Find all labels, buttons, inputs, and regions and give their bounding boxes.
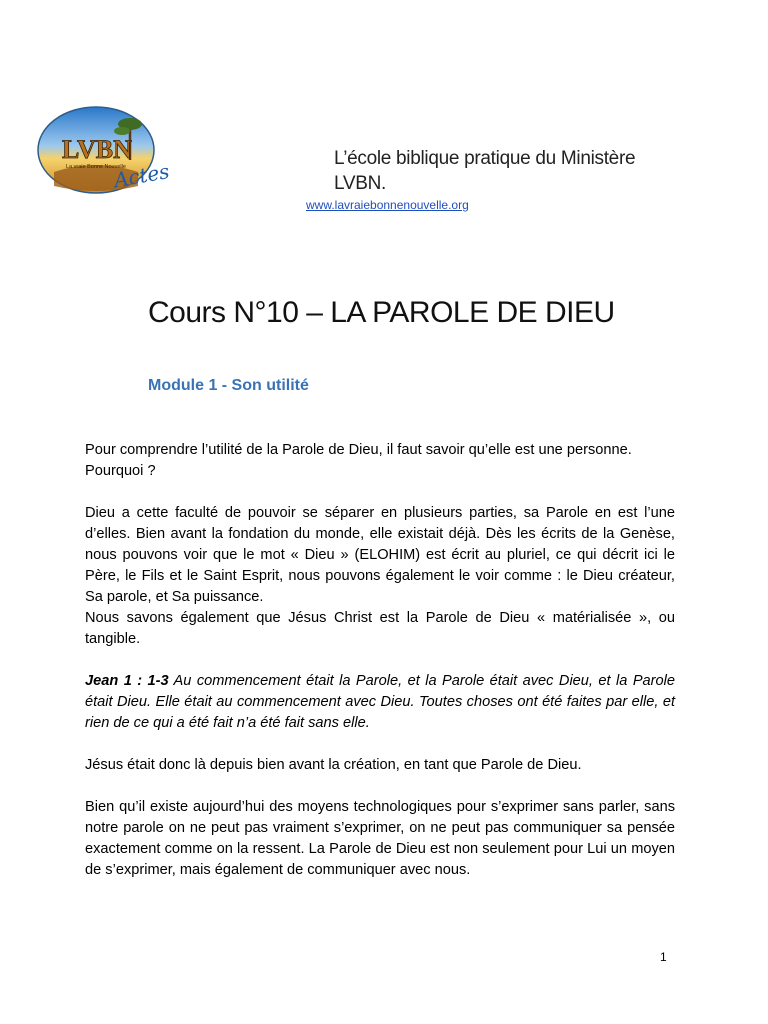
course-title: Cours N°10 – LA PAROLE DE DIEU (148, 296, 615, 329)
school-name-line-1: L’école biblique pratique du Ministère (334, 148, 636, 169)
module-heading: Module 1 - Son utilité (148, 377, 309, 394)
website-link[interactable]: www.lavraiebonnenouvelle.org (306, 198, 469, 212)
school-name-line-2: LVBN. (334, 173, 387, 194)
document-body (85, 440, 675, 902)
paragraph-communication: Bien qu’il existe aujourd’hui des moyens technologiques pour s’exprimer sans parler, sans notre parole on ne peut pas vraiment s’exprimer, on ne peut pas communiquer sa pensée exactement comme on la ressent. La Parole de Dieu est non seulement pour Lui un moyen de s’exprimer, mais également de communiquer avec nous. (85, 799, 675, 878)
page-number: 1 (660, 950, 667, 964)
logo-tagline-text: La vraie Bonne Nouvelle (66, 164, 126, 170)
logo-actes-text: Actes (112, 158, 172, 193)
verse-reference: Jean 1 : 1-3 (85, 673, 169, 689)
paragraph-faculty: Dieu a cette faculté de pouvoir se séparer en plusieurs parties, sa Parole en est l’une d’elles. Bien avant la fondation du monde, elle existait déjà. Dès les écrits de la Genèse, nous pouvons voir que le mot « Dieu » (ELOHIM) est écrit au pluriel, ce qui décrit ici le Père, le Fils et le Saint Esprit, nous pouvons également le voir comme : le Dieu créateur, Sa parole, et Sa puissance. (85, 505, 675, 605)
paragraph-creation: Jésus était donc là depuis bien avant la création, en tant que Parole de Dieu. (85, 757, 582, 773)
verse-text: Au commencement était la Parole, et la Parole était avec Dieu, et la Parole était Dieu. Elle était au commencement avec Dieu. Toutes choses ont été faites par elle, et rien de ce qui a été fait n’a été fait sans elle. (85, 673, 676, 731)
paragraph-question: Pourquoi ? (85, 463, 156, 479)
paragraph-jesus-word: Nous savons également que Jésus Christ est la Parole de Dieu « matérialisée », ou tangible. (85, 610, 675, 647)
school-name (334, 146, 635, 196)
bible-verse (85, 671, 675, 734)
logo-lvbn-text: LVBN (62, 135, 132, 164)
paragraph-intro: Pour comprendre l’utilité de la Parole de Dieu, il faut savoir qu’elle est une personne. (85, 442, 632, 458)
logo-graphic (34, 100, 194, 200)
lvbn-logo (34, 100, 194, 200)
